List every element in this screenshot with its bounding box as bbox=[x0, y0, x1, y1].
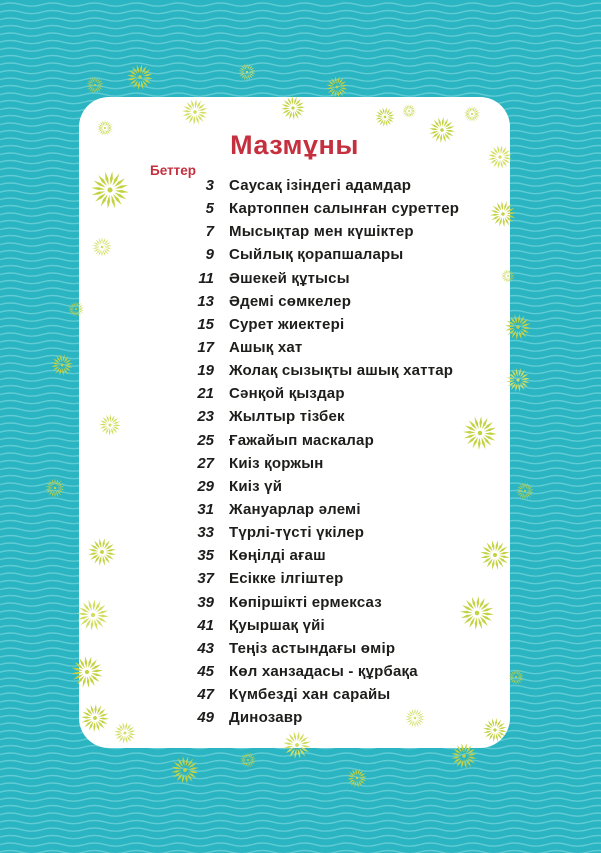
toc-entry bbox=[181, 614, 501, 637]
toc-page-number: 43 bbox=[197, 639, 214, 657]
toc-title: Көңілді ағаш bbox=[229, 547, 326, 565]
toc-title: Жылтыр тізбек bbox=[229, 408, 345, 426]
toc-title: Киіз үй bbox=[229, 477, 283, 495]
toc-title: Әшекей құтысы bbox=[229, 269, 350, 287]
contents-card bbox=[79, 97, 510, 748]
toc-entry bbox=[181, 544, 501, 567]
toc-title: Динозавр bbox=[229, 709, 303, 727]
toc-page-number: 39 bbox=[197, 593, 214, 611]
toc-title: Есікке ілгіштер bbox=[229, 570, 344, 588]
toc-title: Жануарлар әлемі bbox=[229, 500, 361, 518]
toc-title: Түрлі-түсті үкілер bbox=[229, 524, 365, 542]
toc-page-number: 7 bbox=[205, 223, 214, 241]
toc-entry bbox=[181, 382, 501, 405]
toc-list bbox=[181, 174, 501, 729]
toc-entry bbox=[181, 174, 501, 197]
toc-page-number: 45 bbox=[197, 662, 214, 680]
toc-page-number: 5 bbox=[205, 200, 214, 218]
toc-page-number: 17 bbox=[197, 338, 214, 356]
toc-page-number: 15 bbox=[197, 315, 214, 333]
toc-title: Ашық хат bbox=[229, 338, 303, 356]
toc-page-number: 33 bbox=[197, 524, 214, 542]
toc-title: Күмбезді хан сарайы bbox=[229, 686, 391, 704]
toc-entry bbox=[181, 591, 501, 614]
toc-entry bbox=[181, 475, 501, 498]
toc-page-number: 49 bbox=[197, 709, 214, 727]
toc-page-number: 11 bbox=[198, 269, 214, 287]
toc-page-number: 9 bbox=[205, 246, 214, 264]
toc-entry bbox=[181, 197, 501, 220]
toc-entry bbox=[181, 637, 501, 660]
toc-page-number: 19 bbox=[197, 362, 214, 380]
page-title: Мазмұны bbox=[230, 130, 359, 160]
toc-title: Жолақ сызықты ашық хаттар bbox=[229, 362, 454, 380]
toc-entry bbox=[181, 660, 501, 683]
toc-page-number: 25 bbox=[197, 431, 214, 449]
toc-page-number: 29 bbox=[197, 477, 214, 495]
toc-entry bbox=[181, 429, 501, 452]
toc-page-number: 23 bbox=[197, 408, 214, 426]
toc-entry bbox=[181, 706, 501, 729]
toc-title: Саусақ ізіндегі адамдар bbox=[229, 177, 412, 194]
toc-title: Картоппен салынған суреттер bbox=[229, 200, 460, 218]
toc-entry bbox=[181, 405, 501, 428]
toc-page-number: 37 bbox=[197, 570, 214, 588]
toc-entry bbox=[181, 498, 501, 521]
toc-entry bbox=[181, 243, 501, 266]
toc-title: Қуыршақ үйі bbox=[229, 616, 325, 634]
toc-page-number: 31 bbox=[197, 500, 214, 518]
toc-title: Көл ханзадасы - құрбақа bbox=[229, 662, 418, 680]
toc-title: Сурет жиектері bbox=[229, 315, 345, 333]
toc-title: Көпіршікті ермексаз bbox=[229, 593, 382, 611]
toc-title: Сәнқой қыздар bbox=[229, 385, 345, 403]
toc-title: Теңіз астындағы өмір bbox=[229, 639, 396, 657]
pages-column-label: Беттер bbox=[150, 163, 197, 178]
toc-entry bbox=[181, 313, 501, 336]
toc-title: Сыйлық қорапшалары bbox=[229, 246, 404, 264]
toc-page-number: 35 bbox=[197, 547, 214, 565]
toc-entry bbox=[181, 359, 501, 382]
toc-entry bbox=[181, 220, 501, 243]
toc-title: Киіз қоржын bbox=[229, 454, 324, 472]
toc-title: Ғажайып маскалар bbox=[229, 431, 374, 449]
toc-title: Мысықтар мен күшіктер bbox=[229, 223, 414, 241]
toc-title: Әдемі сөмкелер bbox=[229, 292, 352, 310]
toc-entry bbox=[181, 336, 501, 359]
toc-page-number: 13 bbox=[197, 292, 214, 310]
toc-page-number: 21 bbox=[197, 385, 214, 403]
toc-entry bbox=[181, 290, 501, 313]
toc-page-number: 3 bbox=[205, 177, 214, 194]
toc-entry bbox=[181, 521, 501, 544]
toc-page-number: 41 bbox=[197, 616, 214, 634]
toc-entry bbox=[181, 267, 501, 290]
toc-page-number: 47 bbox=[197, 686, 214, 704]
toc-entry bbox=[181, 567, 501, 590]
toc-entry bbox=[181, 452, 501, 475]
toc-entry bbox=[181, 683, 501, 706]
toc-page-number: 27 bbox=[197, 454, 214, 472]
